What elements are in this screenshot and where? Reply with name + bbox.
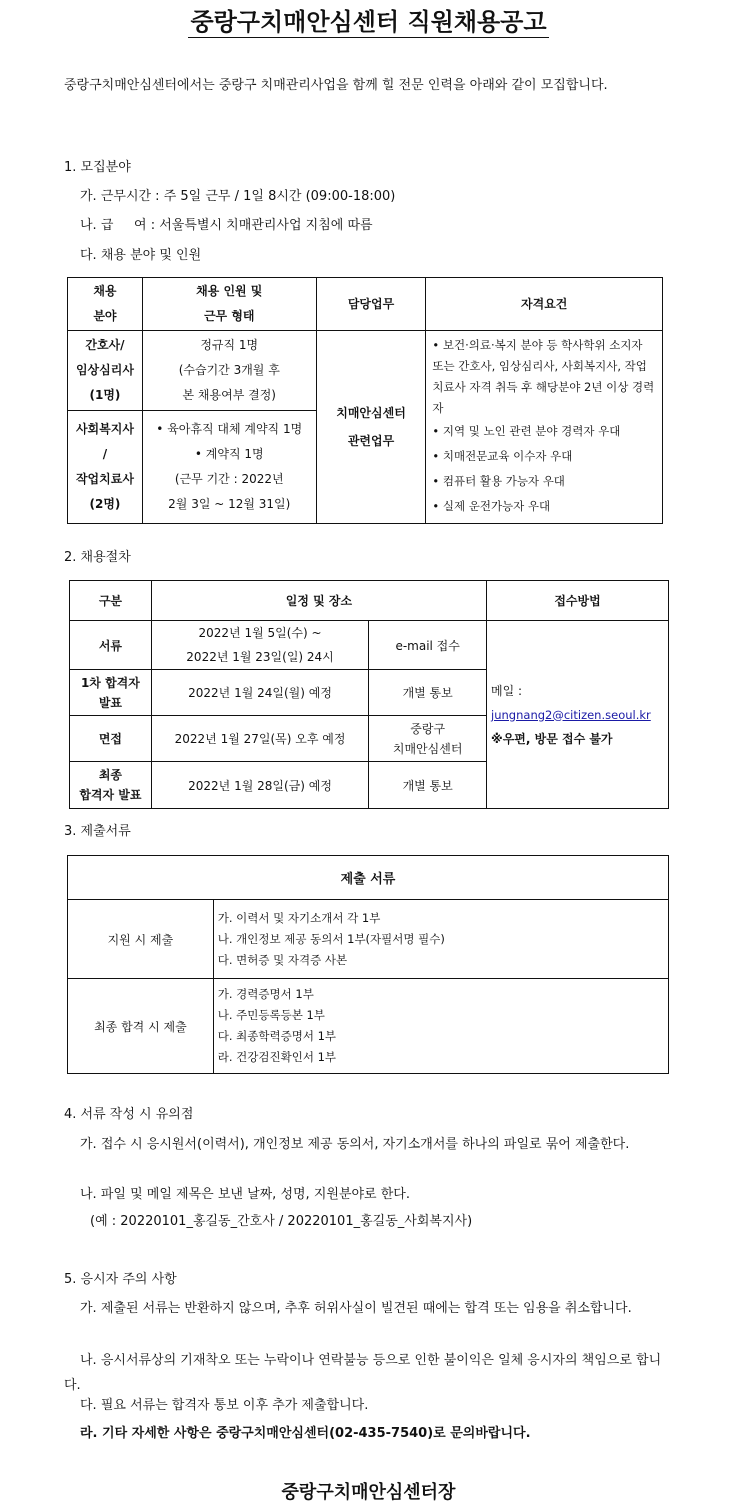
section2-heading: 2. 채용절차 [64, 550, 131, 565]
header-qual: 자격요건 [426, 278, 663, 331]
step-type: 최종 합격자 발표 [70, 762, 152, 809]
header-schedule: 일정 및 장소 [151, 581, 486, 621]
header-method: 접수방법 [487, 581, 669, 621]
section5-c: 다. 필요 서류는 합격자 통보 이후 추가 제출합니다. [80, 1398, 369, 1413]
work-hours: 가. 근무시간 : 주 5일 근무 / 1일 8시간 (09:00-18:00) [80, 189, 396, 204]
method-cell [487, 621, 669, 809]
section3-heading: 3. 제출서류 [64, 824, 131, 839]
apply-items: 가. 이력서 및 자기소개서 각 1부 나. 개인정보 제공 동의서 1부(자필서명 필수) 다. 면허증 및 자격증 사본 [213, 900, 668, 979]
section5-heading: 5. 응시자 주의 사항 [64, 1272, 177, 1287]
documents-header: 제출 서류 [68, 856, 669, 900]
qualification-cell: • 보건·의료·복지 분야 등 학사학위 소지자 또는 간호사, 임상심리사, 사회복지사, 작업치료사 자격 취득 후 해당분야 2년 이상 경력자 • 지역 및 노인 관련 분야 경력자 우대 • 치매전문교육 이수자 우대 • 컴퓨터 활용 가능자 우대 • 실제 운전가능자 우대 [426, 331, 663, 524]
header-type: 채용 인원 및 근무 형태 [142, 278, 316, 331]
procedure-table [69, 580, 669, 809]
page-title: 중랑구치매안심센터 직원채용공고 [190, 7, 547, 36]
header-duty: 담당업무 [316, 278, 426, 331]
duty-cell: 치매안심센터 관련업무 [316, 331, 426, 524]
step-place: e-mail 접수 [369, 621, 487, 670]
signature: 중랑구치매안심센터장 [281, 1482, 456, 1503]
intro-text: 중랑구치매안심센터에서는 중랑구 치매관리사업을 함께 힐 전문 인력을 아래와 같이 모집합니다. [64, 78, 608, 93]
section4-a: 가. 접수 시 응시원서(이력서), 개인정보 제공 동의서, 자기소개서를 하나의 파일로 묶어 제출한다. [80, 1137, 630, 1152]
row1-type: 정규직 1명 (수습기간 3개월 후 본 채용여부 결정) [142, 331, 316, 411]
final-items: 가. 경력증명서 1부 나. 주민등록등본 1부 다. 최종학력증명서 1부 라. 건강검진확인서 1부 [213, 979, 668, 1074]
recruit-field-table [67, 277, 663, 524]
section4-example: (예 : 20220101_홍길동_간호사 / 20220101_홍길동_사회복지사) [90, 1214, 473, 1229]
step-type: 1차 합격자 발표 [70, 670, 152, 716]
section5-d: 라. 기타 자세한 사항은 중랑구치매안심센터(02-435-7540)로 문의바랍니다. [80, 1426, 531, 1441]
documents-table [67, 855, 669, 1074]
section4-b: 나. 파일 및 메일 제목은 보낸 날짜, 성명, 지원분야로 한다. [80, 1187, 410, 1202]
step-type: 면접 [70, 716, 152, 762]
section1-heading: 1. 모집분야 [64, 160, 131, 175]
step-place: 중랑구 치매안심센터 [369, 716, 487, 762]
header-type: 구분 [70, 581, 152, 621]
row1-field: 간호사/ 임상심리사 (1명) [68, 331, 143, 411]
salary: 나. 급 여 : 서울특별시 치매관리사업 지침에 따름 [80, 218, 373, 233]
mail-label: 메일 : [491, 683, 523, 698]
step-place: 개별 통보 [369, 762, 487, 809]
section5-a: 가. 제출된 서류는 반환하지 않으며, 추후 허위사실이 빌견된 때에는 합격 또는 임용을 취소합니다. [80, 1301, 632, 1316]
field-heading: 다. 채용 분야 및 인원 [80, 248, 202, 263]
step-date: 2022년 1월 5일(수) ~ 2022년 1월 23일(일) 24시 [151, 621, 368, 670]
apply-label: 지원 시 제출 [68, 900, 214, 979]
row2-field: 사회복지사 / 작업치료사 (2명) [68, 411, 143, 524]
header-field: 채용 분야 [68, 278, 143, 331]
final-label: 최종 합격 시 제출 [68, 979, 214, 1074]
row2-type: • 육아휴직 대체 계약직 1명 • 계약직 1명 (근무 기간 : 2022년 2월 3일 ~ 12월 31일) [142, 411, 316, 524]
section5-b: 나. 응시서류상의 기재착오 또는 누락이나 연락불능 등으로 인한 불이익은 일체 응시자의 책임으로 합니다. [64, 1353, 662, 1393]
step-date: 2022년 1월 28일(금) 예정 [151, 762, 368, 809]
section4-heading: 4. 서류 작성 시 유의점 [64, 1107, 194, 1122]
mail-note: ※우편, 방문 접수 불가 [491, 731, 613, 746]
step-date: 2022년 1월 27일(목) 오후 예정 [151, 716, 368, 762]
step-place: 개별 통보 [369, 670, 487, 716]
mail-address[interactable]: jungnang2@citizen.seoul.kr [491, 707, 651, 722]
step-date: 2022년 1월 24일(월) 예정 [151, 670, 368, 716]
step-type: 서류 [70, 621, 152, 670]
